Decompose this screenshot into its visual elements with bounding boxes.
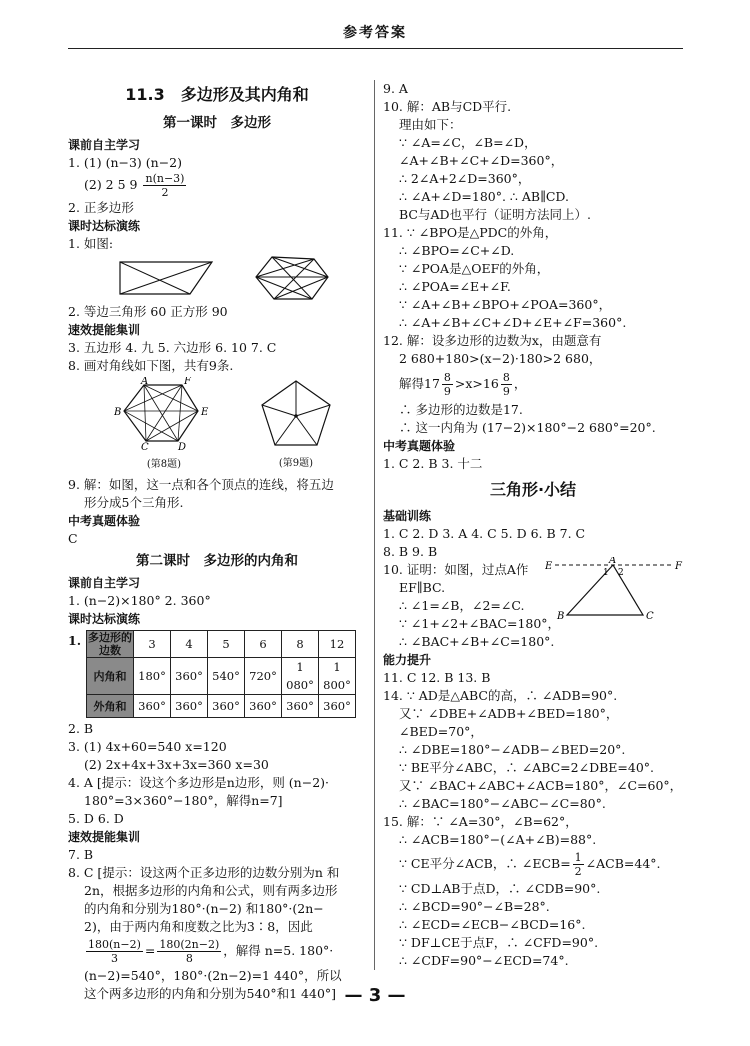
fraction-denominator: 9 xyxy=(502,385,510,398)
subsection-heading: 中考真题体验 xyxy=(68,514,141,528)
answer-line: ∠A+∠B+∠C+∠D=360°， xyxy=(399,153,564,168)
figure-caption: (第8题) xyxy=(146,459,182,470)
answer-text: ∠ACB=44°. xyxy=(585,856,661,871)
table-cell: 3 xyxy=(134,631,171,658)
answer-line: 理由如下： xyxy=(399,117,462,132)
subsection-heading: 课时达标演练 xyxy=(68,612,141,626)
answer-line: 2n，根据多边形的内角和公式，则有两多边形 xyxy=(84,883,338,898)
answer-line: ∴ 这一内角为 (17−2)×180°−2 680°=20°. xyxy=(399,420,656,435)
fraction xyxy=(573,851,584,878)
right-column xyxy=(383,80,683,970)
answer-line: ∴ ∠A+∠B+∠C+∠D+∠E+∠F=360°. xyxy=(399,315,627,330)
answer-text: ，解得 n=5. 180°· xyxy=(223,943,334,958)
answer-line: ∴ 多边形的边数是17. xyxy=(399,402,523,417)
table-cell: 360° xyxy=(171,695,208,718)
subsection-heading: 速效提能集训 xyxy=(68,323,141,337)
answer-line: ∴ ∠POA=∠E+∠F. xyxy=(399,279,511,294)
answer-text: 解得17 xyxy=(399,376,440,391)
answer-line: ∴ ∠BPO=∠C+∠D. xyxy=(399,243,515,258)
answer-line: 1. (n−2)×180° 2. 360° xyxy=(68,593,211,608)
page-number: — 3 — xyxy=(344,985,406,1006)
answer-line: 11. C 12. B 13. B xyxy=(383,670,491,685)
figure-row-quadrilaterals xyxy=(118,255,366,301)
fraction-denominator: 2 xyxy=(574,865,582,878)
answer-line: 2. 正多边形 xyxy=(68,200,134,215)
figure-8 xyxy=(114,377,214,474)
answer-line: 5. D 6. D xyxy=(68,811,124,826)
fraction-numerator: 8 xyxy=(443,371,451,384)
answer-line: ∵ ∠1+∠2+∠BAC=180°， xyxy=(399,616,561,631)
table-cell: 360° xyxy=(282,695,319,718)
answer-line: 1. 如图: xyxy=(68,236,114,251)
table-row xyxy=(87,695,356,718)
answer-line: 15. 解：∵ ∠A=30°，∠B=62°， xyxy=(383,814,578,829)
answer-text: (2) 2 5 9 xyxy=(84,177,138,192)
figure-9 xyxy=(260,378,332,473)
table-cell: 360° xyxy=(319,695,356,718)
answer-line: 又∵ ∠BAC+∠ABC+∠ACB=180°，∠C=60°， xyxy=(399,778,683,793)
answer-line: ∵ ∠A+∠B+∠BPO+∠POA=360°， xyxy=(399,297,612,312)
table-cell: 12 xyxy=(319,631,356,658)
answer-line: 4. A [提示：设这个多边形是n边形，则 (n−2)· xyxy=(68,775,330,790)
answer-line: 7. B xyxy=(68,847,94,862)
answer-line: ∴ ∠BCD=90°−∠B=28°. xyxy=(399,899,550,914)
subsection-heading: 课前自主学习 xyxy=(68,576,141,590)
q10-block xyxy=(383,557,683,651)
table-cell: 360° xyxy=(134,695,171,718)
rectangle-diagonals-figure xyxy=(118,258,214,298)
table-cell: 360° xyxy=(208,695,245,718)
fraction xyxy=(143,172,186,199)
vertex-label-b: B xyxy=(114,407,122,418)
answer-line: 形分成5个三角形. xyxy=(84,495,184,510)
label-a: A xyxy=(609,557,617,566)
fraction-denominator: 8 xyxy=(185,952,193,965)
answer-line: ∵ ∠POA是△OEF的外角， xyxy=(399,261,550,276)
hexagon-diagonals-figure xyxy=(254,255,330,301)
vertex-label-f: F xyxy=(184,377,191,387)
answer-line: 2. B xyxy=(68,721,94,736)
label-e: E xyxy=(545,561,553,572)
fraction xyxy=(157,938,221,965)
header-rule xyxy=(68,48,683,49)
fraction-denominator: 2 xyxy=(161,186,169,199)
hexagon-all-diagonals-figure xyxy=(114,377,214,451)
answer-line: ∴ ∠A+∠D=180°. ∴ AB∥CD. xyxy=(399,189,569,204)
answer-line: 又∵ ∠DBE+∠ADB+∠BED=180°， xyxy=(399,706,619,721)
fraction-numerator: 180(n−2) xyxy=(88,938,141,951)
answer-line: 11. ∵ ∠BPO是△PDC的外角， xyxy=(383,225,558,240)
summary-title: 三角形·小结 xyxy=(489,480,577,499)
table-cell: 4 xyxy=(171,631,208,658)
answer-line: EF∥BC. xyxy=(399,580,446,595)
table-cell: 5 xyxy=(208,631,245,658)
table-cell: 540° xyxy=(208,658,245,695)
label-b: B xyxy=(557,611,565,621)
answer-line xyxy=(68,172,366,199)
answer-line: 1. C 2. B 3. 十二 xyxy=(383,456,483,471)
table-cell: 180° xyxy=(134,658,171,695)
answer-line: 2. 等边三角形 60 正方形 90 xyxy=(68,304,228,319)
answer-line: ∴ ∠ACB=180°−(∠A+∠B)=88°. xyxy=(399,832,597,847)
table-cell: 6 xyxy=(245,631,282,658)
fraction-numerator: 1 xyxy=(574,851,582,864)
subsection-heading: 能力提升 xyxy=(383,653,432,667)
answer-line xyxy=(383,371,683,398)
lesson2-title: 第二课时 多边形的内角和 xyxy=(136,553,298,569)
answer-line: (n−2)=540°，180°·(2n−2)=1 440°，所以 xyxy=(84,968,342,983)
fraction-numerator: 8 xyxy=(502,371,510,384)
fraction-denominator: 3 xyxy=(110,952,118,965)
answer-line: ∴ ∠DBE=180°−∠ADB−∠BED=20°. xyxy=(399,742,626,757)
figure-row-hexagon-pentagon xyxy=(114,377,366,474)
answer-line: 2)，由于两内角和度数之比为3∶8，因此 xyxy=(84,919,313,934)
vertex-label-d: D xyxy=(178,442,187,451)
answer-line: ∵ DF⊥CE于点F，∴ ∠CFD=90°. xyxy=(399,935,599,950)
table-cell: 1 080° xyxy=(282,658,319,695)
answer-line: ∵ CD⊥AB于点D，∴ ∠CDB=90°. xyxy=(399,881,601,896)
answer-line: 9. A xyxy=(383,81,408,96)
header-title: 参考答案 xyxy=(343,25,407,41)
answer-line: 180°=3×360°−180°，解得n=7] xyxy=(84,793,283,808)
vertex-label-e: E xyxy=(201,407,209,418)
answer-line: ∴ ∠CDF=90°−∠ECD=74°. xyxy=(399,953,569,968)
vertex-label-c: C xyxy=(141,442,149,451)
answer-line: 这个两多边形的内角和分别为540°和1 440°] xyxy=(84,986,337,1001)
answer-line: 9. 解：如图，这一点和各个顶点的连线，将五边 xyxy=(68,477,334,492)
row-header: 内角和 xyxy=(87,658,134,695)
answer-line: 2 680+180>(x−2)·180>2 680， xyxy=(399,351,602,366)
answer-line: 的内角和分别为180°·(n−2) 和180°·(2n− xyxy=(84,901,324,916)
answer-line: 12. 解：设多边形的边数为x，由题意有 xyxy=(383,333,602,348)
table-cell: 8 xyxy=(282,631,319,658)
answer-line xyxy=(383,851,683,878)
polygon-angle-table xyxy=(86,630,356,718)
answer-line xyxy=(68,938,366,965)
angle-label-1: 1 xyxy=(603,568,609,578)
table-cell: 360° xyxy=(171,658,208,695)
section-title: 11.3 多边形及其内角和 xyxy=(125,85,309,104)
lesson1-title: 第一课时 多边形 xyxy=(163,115,271,131)
fraction xyxy=(501,371,512,398)
answer-text: ∵ CE平分∠ACB，∴ ∠ECB= xyxy=(399,856,571,871)
fraction xyxy=(442,371,453,398)
answer-line: 3. (1) 4x+60=540 x=120 xyxy=(68,739,227,754)
table-cell: 360° xyxy=(245,695,282,718)
answer-line: ∴ ∠BAC=180°−∠ABC−∠C=80°. xyxy=(399,796,606,811)
table-row xyxy=(87,631,356,658)
fraction xyxy=(86,938,143,965)
answer-line: 8. B 9. B xyxy=(383,544,438,559)
row-header: 多边形的边数 xyxy=(88,631,132,657)
label-c: C xyxy=(646,611,654,621)
triangle-parallel-figure xyxy=(545,557,685,621)
fraction-numerator: n(n−3) xyxy=(145,172,185,185)
subsection-heading: 速效提能集训 xyxy=(68,830,141,844)
answer-line: C xyxy=(68,531,78,546)
answer-line: 14. ∵ AD是△ABC的高，∴ ∠ADB=90°. xyxy=(383,688,618,703)
answer-text: ， xyxy=(513,376,527,391)
answer-line: 10. 证明：如图，过点A作 xyxy=(383,562,529,577)
column-divider xyxy=(374,80,375,970)
answer-line: ∴ ∠BAC+∠B+∠C=180°. xyxy=(399,634,555,649)
angle-label-2: 2 xyxy=(618,568,624,578)
answer-line: ∴ ∠ECD=∠ECB−∠BCD=16°. xyxy=(399,917,586,932)
answer-line: 1. C 2. D 3. A 4. C 5. D 6. B 7. C xyxy=(383,526,586,541)
table-cell: 720° xyxy=(245,658,282,695)
answer-line: 8. 画对角线如下图，共有9条. xyxy=(68,358,234,373)
table-block xyxy=(68,630,366,718)
answer-line: ∴ 2∠A+2∠D=360°， xyxy=(399,171,531,186)
subsection-heading: 课时达标演练 xyxy=(68,219,141,233)
left-column xyxy=(68,80,366,1003)
answer-line: 3. 五边形 4. 九 5. 六边形 6. 10 7. C xyxy=(68,340,277,355)
table-row xyxy=(87,658,356,695)
answer-text: >x>16 xyxy=(454,376,499,391)
answer-number: 1. xyxy=(68,633,82,648)
answer-line: ∵ ∠A=∠C，∠B=∠D， xyxy=(399,135,537,150)
pentagon-point-figure xyxy=(260,378,332,450)
answer-line: (2) 2x+4x+3x+3x=360 x=30 xyxy=(84,757,269,772)
equals-sign: = xyxy=(144,943,156,958)
answer-line: ∴ ∠1=∠B，∠2=∠C. xyxy=(399,598,525,613)
answer-line: BC与AD也平行（证明方法同上）. xyxy=(399,207,592,222)
answer-line: 10. 解：AB与CD平行. xyxy=(383,99,512,114)
answer-line: ∠BED=70°， xyxy=(399,724,483,739)
table-cell: 1 800° xyxy=(319,658,356,695)
figure-caption: (第9题) xyxy=(278,458,314,469)
subsection-heading: 课前自主学习 xyxy=(68,138,141,152)
answer-line: 8. C [提示：设这两个正多边形的边数分别为n 和 xyxy=(68,865,340,880)
vertex-label-a: A xyxy=(141,377,149,387)
fraction-denominator: 9 xyxy=(443,385,451,398)
label-f: F xyxy=(675,561,682,572)
answer-line: 1. (1) (n−3) (n−2) xyxy=(68,155,183,170)
fraction-numerator: 180(2n−2) xyxy=(159,938,220,951)
subsection-heading: 中考真题体验 xyxy=(383,439,456,453)
subsection-heading: 基础训练 xyxy=(383,509,432,523)
answer-line: ∵ BE平分∠ABC，∴ ∠ABC=2∠DBE=40°. xyxy=(399,760,655,775)
row-header: 外角和 xyxy=(87,695,134,718)
